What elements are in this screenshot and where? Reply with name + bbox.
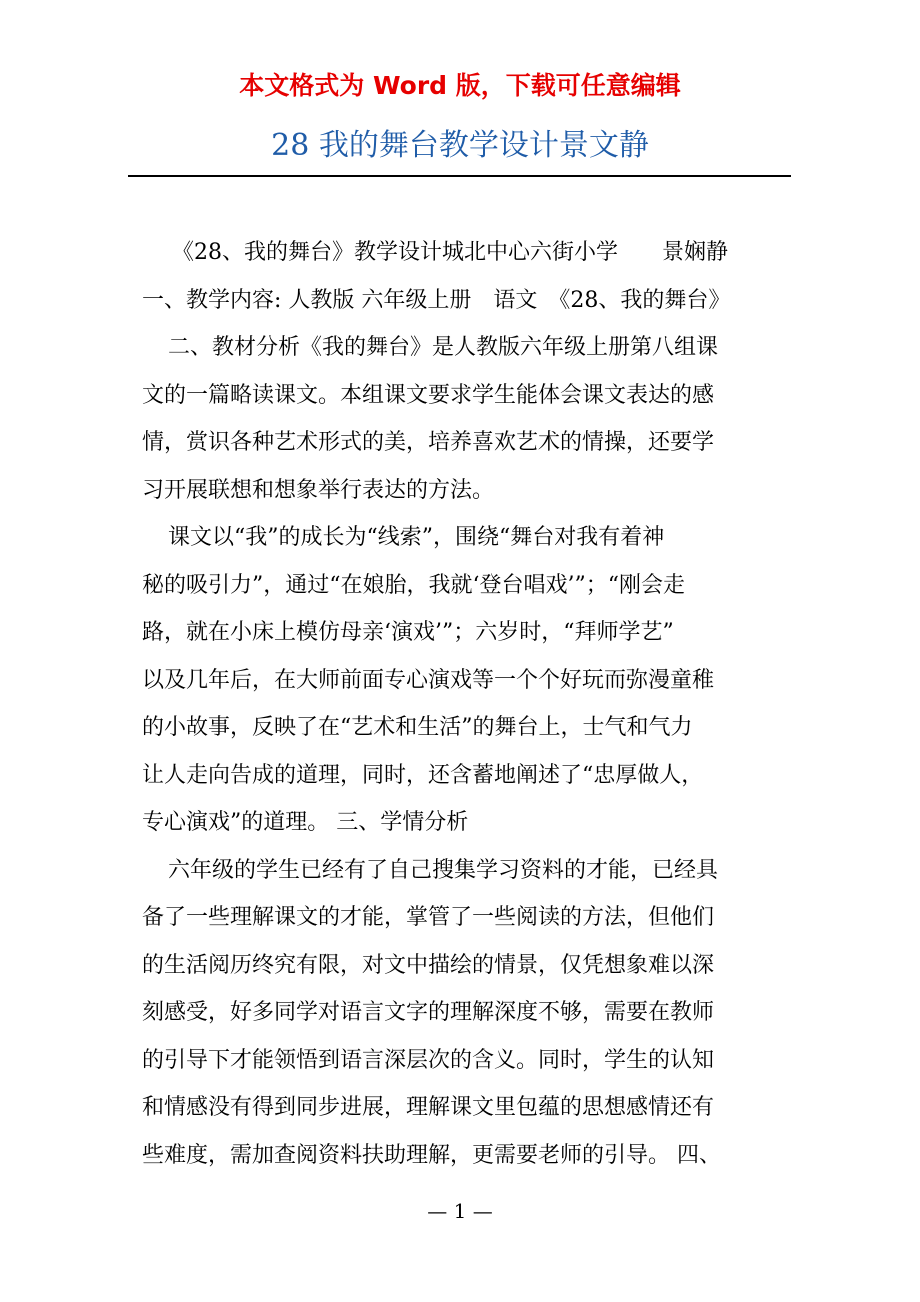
body-line: 《28、我的舞台》教学设计城北中心六街小学 景娴静: [172, 240, 728, 265]
body-line: 刻感受，好多同学对语言文字的理解深度不够，需要在教师: [142, 1000, 715, 1025]
body-line: 专心演戏”的道理。 三、学情分析: [142, 810, 469, 835]
body-line: 二、教材分析《我的舞台》是人教版六年级上册第八组课: [168, 335, 719, 360]
body-line: 六年级的学生已经有了自己搜集学习资料的才能，已经具: [168, 857, 719, 883]
body-line: 课文以“我”的成长为“线索”，围绕“舞台对我有着神: [168, 525, 665, 550]
body-line: 习开展联想和想象举行表达的方法。: [142, 477, 495, 503]
body-line: 文的一篇略读课文。本组课文要求学生能体会课文表达的感: [142, 382, 715, 408]
body-line: 以及几年后，在大师前面专心演戏等一个个好玩而弥漫童稚: [142, 667, 715, 693]
body-line: 的小故事，反映了在“艺术和生活”的舞台上，士气和气力: [142, 715, 693, 740]
document-title: 28 我的舞台教学设计景文静: [271, 128, 649, 163]
body-line: 路，就在小床上模仿母亲‘演戏’”；六岁时，“拜师学艺”: [142, 620, 674, 645]
body-line: 和情感没有得到同步进展，理解课文里包蕴的思想感情还有: [142, 1095, 715, 1120]
body-line: 一、教学内容: 人教版 六年级上册 语文 《28、我的舞台》: [142, 287, 731, 313]
body-line: 让人走向告成的道理，同时，还含蓄地阐述了“忠厚做人，: [142, 762, 704, 788]
body-line: 秘的吸引力”，通过“在娘胎，我就‘登台唱戏’”；“刚会走: [142, 572, 685, 598]
body-line: 备了一些理解课文的才能，掌管了一些阅读的方法，但他们: [142, 905, 715, 930]
download-notice: 本文格式为 Word 版，下载可任意编辑: [239, 71, 681, 100]
page-number: — 1 —: [427, 1199, 493, 1223]
body-line: 些难度，需加查阅资料扶助理解，更需要老师的引导。 四、: [142, 1142, 721, 1168]
body-line: 的生活阅历终究有限，对文中描绘的情景，仅凭想象难以深: [142, 952, 715, 978]
body-line: 情，赏识各种艺术形式的美，培养喜欢艺术的情操，还要学: [142, 430, 715, 455]
title-divider: [128, 175, 791, 177]
document-body: [142, 229, 792, 1179]
body-line: 的引导下才能领悟到语言深层次的含义。同时，学生的认知: [142, 1047, 715, 1073]
